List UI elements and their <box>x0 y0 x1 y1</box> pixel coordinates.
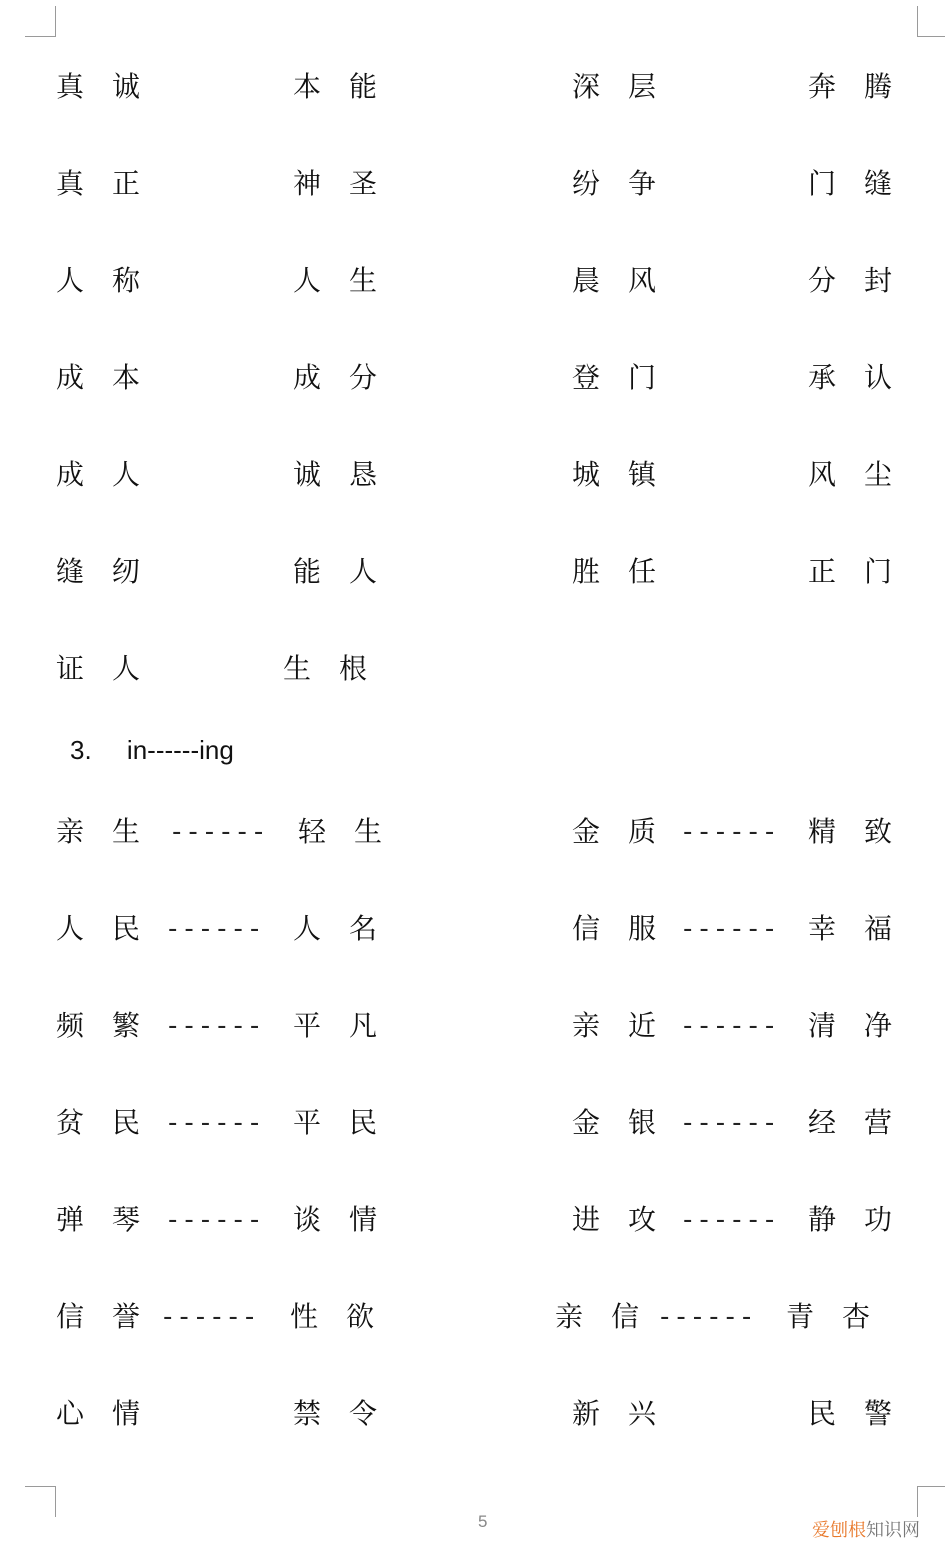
word: 青杏 <box>786 1300 899 1333</box>
dash-connector: ------ <box>168 914 267 944</box>
word: 新兴 <box>572 1397 685 1430</box>
word: 神圣 <box>293 167 406 200</box>
dash-connector: ------ <box>172 817 271 847</box>
section-title: in------ing <box>126 735 234 765</box>
dash-connector: ------ <box>683 1205 782 1235</box>
word: 亲生 <box>56 815 169 848</box>
dash-connector: ------ <box>683 817 782 847</box>
word: 信服 <box>572 912 685 945</box>
word: 轻生 <box>298 815 411 848</box>
word: 门缝 <box>808 167 921 200</box>
word: 奔腾 <box>808 70 921 103</box>
dash-connector: ------ <box>168 1205 267 1235</box>
word: 缝纫 <box>56 555 169 588</box>
section-number: 3. <box>70 735 92 765</box>
word: 分封 <box>808 264 921 297</box>
dash-connector: ------ <box>163 1302 262 1332</box>
word: 生根 <box>283 652 396 685</box>
dash-connector: ------ <box>683 914 782 944</box>
corner-mark-bottom-left <box>25 1486 56 1517</box>
word: 诚恳 <box>293 458 406 491</box>
word: 清净 <box>808 1009 921 1042</box>
word: 平民 <box>293 1106 406 1139</box>
word: 心情 <box>56 1397 169 1430</box>
word: 平凡 <box>293 1009 406 1042</box>
word: 经营 <box>808 1106 921 1139</box>
watermark: 爱刨根知识网 <box>812 1520 920 1541</box>
word: 本能 <box>293 70 406 103</box>
word: 登门 <box>572 361 685 394</box>
dash-connector: ------ <box>168 1108 267 1138</box>
dash-connector: ------ <box>168 1011 267 1041</box>
word: 贫民 <box>56 1106 169 1139</box>
word: 风尘 <box>808 458 921 491</box>
word: 亲信 <box>555 1300 668 1333</box>
section-heading <box>70 735 234 766</box>
word: 亲近 <box>572 1009 685 1042</box>
word: 晨风 <box>572 264 685 297</box>
word: 谈情 <box>293 1203 406 1236</box>
word: 人名 <box>293 912 406 945</box>
word: 信誉 <box>56 1300 169 1333</box>
word: 正门 <box>808 555 921 588</box>
word: 弹琴 <box>56 1203 169 1236</box>
word: 禁令 <box>293 1397 406 1430</box>
word: 承认 <box>808 361 921 394</box>
page-number: 5 <box>478 1512 488 1531</box>
word: 幸福 <box>808 912 921 945</box>
dash-connector: ------ <box>683 1011 782 1041</box>
dash-connector: ------ <box>683 1108 782 1138</box>
word: 金质 <box>572 815 685 848</box>
word: 成人 <box>56 458 169 491</box>
word: 真诚 <box>56 70 169 103</box>
word: 人称 <box>56 264 169 297</box>
word: 成本 <box>56 361 169 394</box>
word: 胜任 <box>572 555 685 588</box>
word: 城镇 <box>572 458 685 491</box>
word: 金银 <box>572 1106 685 1139</box>
corner-mark-bottom-right <box>917 1486 945 1517</box>
word: 民警 <box>808 1397 921 1430</box>
word: 深层 <box>572 70 685 103</box>
word: 进攻 <box>572 1203 685 1236</box>
dash-connector: ------ <box>660 1302 759 1332</box>
corner-mark-top-left <box>25 6 56 37</box>
word: 真正 <box>56 167 169 200</box>
word: 性欲 <box>290 1300 403 1333</box>
word: 能人 <box>293 555 406 588</box>
word: 频繁 <box>56 1009 169 1042</box>
word: 静功 <box>808 1203 921 1236</box>
word: 证人 <box>56 652 169 685</box>
word: 成分 <box>293 361 406 394</box>
word: 人生 <box>293 264 406 297</box>
word: 纷争 <box>572 167 685 200</box>
word: 人民 <box>56 912 169 945</box>
word: 精致 <box>808 815 921 848</box>
corner-mark-top-right <box>917 6 945 37</box>
